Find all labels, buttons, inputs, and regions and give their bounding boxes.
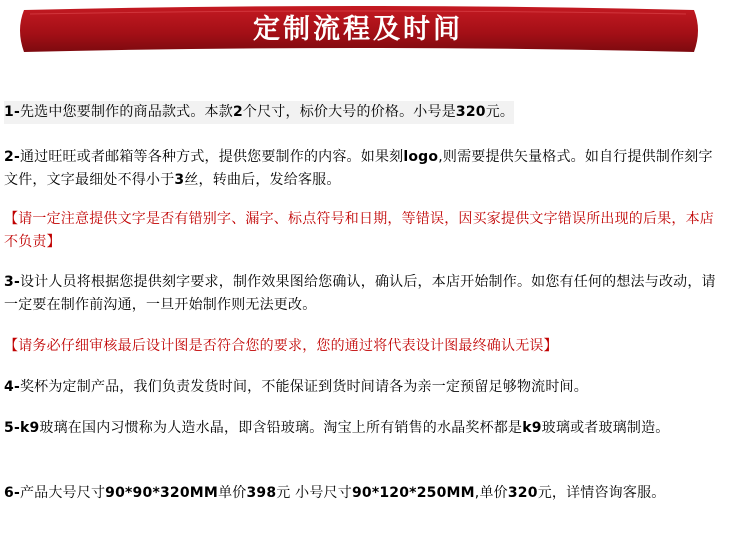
title-banner <box>18 6 698 54</box>
step-3-paragraph <box>4 271 724 317</box>
small-price: 320 <box>507 485 538 501</box>
step-2-paragraph <box>4 146 724 192</box>
material-name: k9 <box>19 420 40 436</box>
step-text: 通过旺旺或者邮箱等各种方式，提供您要制作的内容。如果刻 <box>19 149 404 165</box>
step-text: 个尺寸，标价大号的价格。小号是 <box>242 104 456 120</box>
step-text: ,单价 <box>474 485 508 501</box>
step-text: 玻璃或者玻璃制造。 <box>541 420 670 436</box>
text-accuracy-notice: 【请一定注意提供文字是否有错别字、漏字、标点符号和日期，等错误，因买家提供文字错误所出现的后果，本店不负责】 <box>4 211 714 250</box>
large-price: 398 <box>246 485 277 501</box>
design-review-notice: 【请务必仔细审核最后设计图是否符合您的要求，您的通过将代表设计图最终确认无误】 <box>4 338 558 354</box>
material-name: k9 <box>522 420 542 436</box>
step-text: 奖杯为定制产品，我们负责发货时间，不能保证到货时间请各为亲一定预留足够物流时间。 <box>19 379 588 395</box>
large-size: 90*90*320MM <box>105 485 219 501</box>
step-text: 单价 <box>218 485 247 501</box>
step-text: 元，详情咨询客服。 <box>537 485 666 501</box>
small-size: 90*120*250MM <box>351 485 475 501</box>
step-number: 3- <box>4 274 20 290</box>
step-5-paragraph <box>4 417 724 440</box>
page-title: 定制流程及时间 <box>253 14 463 45</box>
step-number: 5- <box>4 420 20 436</box>
step-text: 玻璃在国内习惯称为人造水晶，即含铅玻璃。淘宝上所有销售的水晶奖杯都是 <box>39 420 523 436</box>
small-price: 320 <box>455 104 486 120</box>
step-number: 4- <box>4 379 20 395</box>
step-text: 丝，转曲后，发给客服。 <box>184 172 341 188</box>
size-count: 2 <box>232 104 243 120</box>
step-text: 元。 <box>485 104 515 120</box>
step-number: 2- <box>4 149 20 165</box>
step-text: 设计人员将根据您提供刻字要求，制作效果图给您确认，确认后，本店开始制作。如您有任何的想法与改动，请一定要在制作前沟通，一旦开始制作则无法更改。 <box>4 274 716 313</box>
logo-text: logo <box>403 149 439 165</box>
min-thickness: 3 <box>174 172 185 188</box>
step-text: 先选中您要制作的商品款式。本款 <box>19 104 233 120</box>
step-1-paragraph <box>4 101 514 124</box>
step-number: 6- <box>4 485 20 501</box>
step-text: ,则需要提供矢量格式。如自行提供制作刻字文件，文字最细处不得小于 <box>4 149 713 188</box>
step-4-paragraph <box>4 376 724 399</box>
step-number: 1- <box>4 104 20 120</box>
step-text: 产品大号尺寸 <box>19 485 106 501</box>
step-6-paragraph <box>4 482 724 505</box>
step-text: 元 小号尺寸 <box>276 485 352 501</box>
